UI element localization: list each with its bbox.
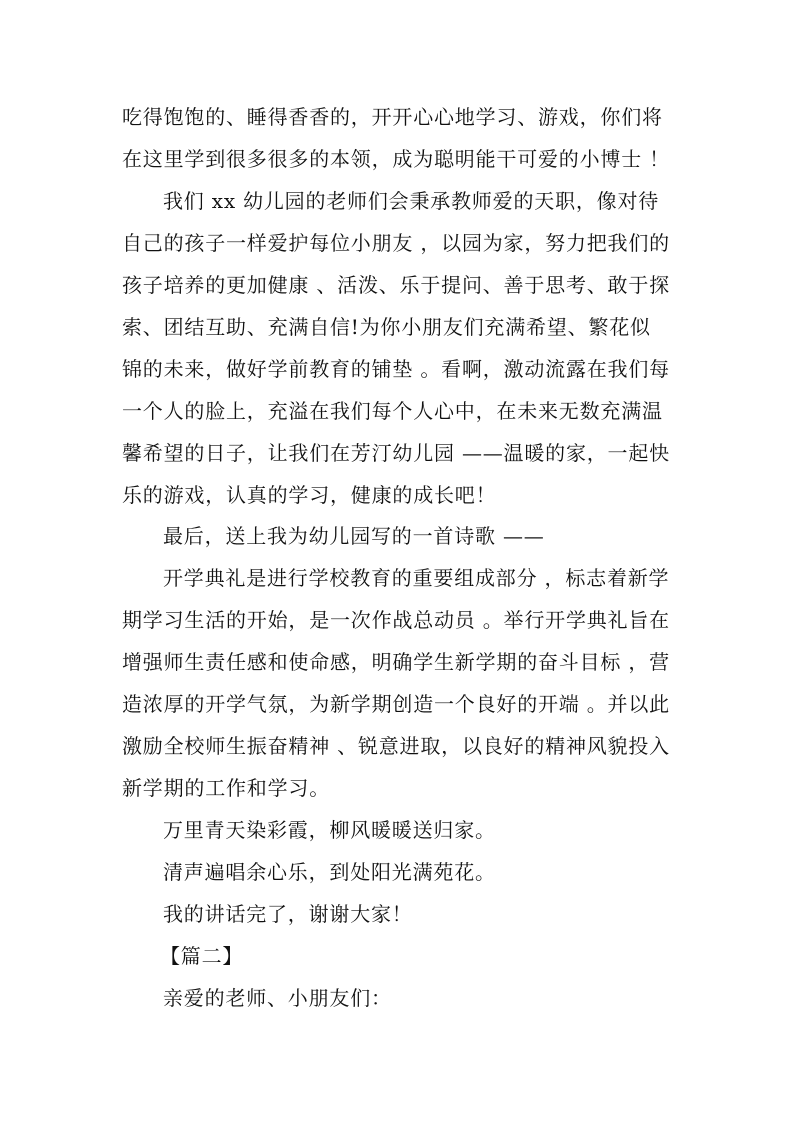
paragraph-line: 增强师生责任感和使命感，明确学生新学期的奋斗目标 ，营: [122, 650, 670, 674]
poem-line: 清声遍唱余心乐，到处阳光满苑花。: [163, 860, 496, 884]
paragraph-line: 激励全校师生振奋精神 、锐意进取，以良好的精神风貌投入: [122, 734, 670, 758]
closing-line: 我的讲话完了，谢谢大家！: [163, 902, 413, 926]
paragraph-line: 我们 xx 幼儿园的老师们会秉承教师爱的天职，像对待: [163, 189, 660, 213]
paragraph-line: 最后，送上我为幼儿园写的一首诗歌 ——: [163, 524, 545, 548]
paragraph-line: 造浓厚的开学气氛，为新学期创造一个良好的开端 。并以此: [122, 692, 670, 716]
paragraph-line: 在这里学到很多很多的本领，成为聪明能干可爱的小博士 ！: [122, 147, 670, 171]
paragraph-line: 一个人的脸上，充溢在我们每个人心中，在未来无数充满温: [122, 399, 663, 423]
poem-line: 万里青天染彩霞，柳风暖暖送归家。: [163, 818, 496, 842]
salutation-line: 亲爱的老师、小朋友们：: [163, 986, 392, 1010]
paragraph-line: 乐的游戏，认真的学习，健康的成长吧！: [122, 483, 497, 507]
paragraph-line: 自己的孩子一样爱护每位小朋友 ，以园为家，努力把我们的: [122, 231, 670, 255]
section-heading: 【篇二】: [160, 944, 244, 968]
paragraph-line: 新学期的工作和学习。: [122, 776, 330, 800]
paragraph-line: 锦的未来，做好学前教育的铺垫 。看啊，激动流露在我们每: [122, 357, 670, 381]
paragraph-line: 开学典礼是进行学校教育的重要组成部分 ，标志着新学: [163, 566, 670, 590]
paragraph-line: 索、团结互助、充满自信!为你小朋友们充满希望、繁花似: [122, 315, 651, 339]
paragraph-line: 吃得饱饱的、睡得香香的，开开心心地学习、游戏，你们将: [122, 105, 663, 129]
paragraph-line: 期学习生活的开始，是一次作战总动员 。举行开学典礼旨在: [122, 608, 670, 632]
paragraph-line: 孩子培养的更加健康 、活泼、乐于提问、善于思考、敢于探: [122, 273, 670, 297]
paragraph-line: 馨希望的日子，让我们在芳汀幼儿园 ——温暖的家，一起快: [122, 441, 670, 465]
